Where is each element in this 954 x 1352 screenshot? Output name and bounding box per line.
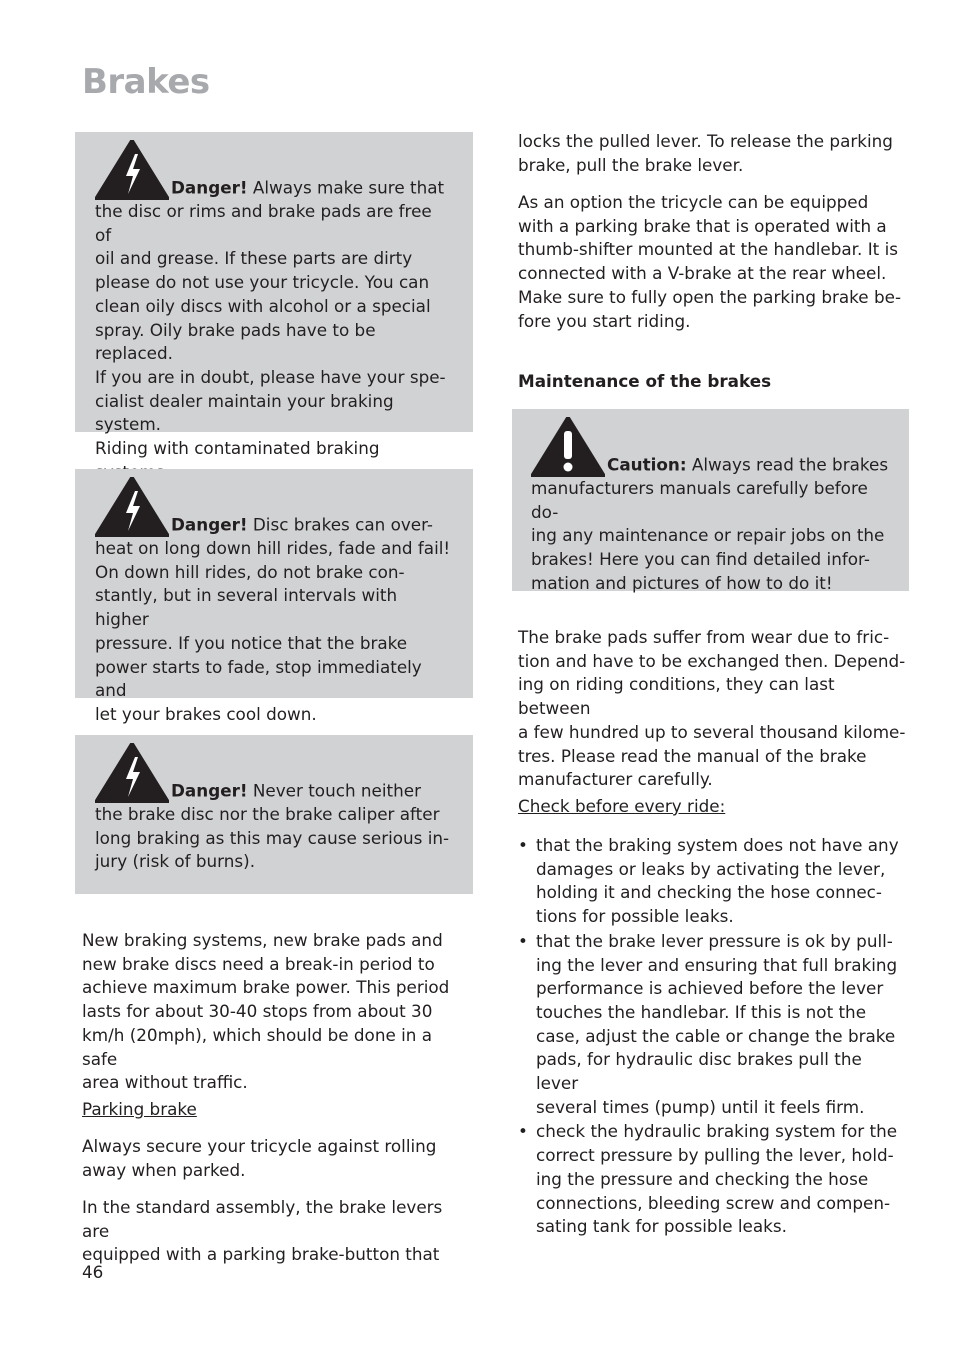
maintenance-heading: Maintenance of the brakes: [518, 371, 772, 391]
lightning-warning-icon: [95, 140, 169, 200]
list-item: • that the braking system does not have any damages or leaks by activating the lever, holding it and checking the hose connec- tions for possible leaks.: [518, 834, 908, 929]
parking-brake-heading: Parking brake: [82, 1099, 197, 1119]
list-item: • that the brake lever pressure is ok by pull- ing the lever and ensuring that full braking performance is achieved before the lever touches the handlebar. If this is not the case, adjust the cable or change the brake pads, for hydraulic disc brakes pull the lever several times (pump) until it feels firm.: [518, 930, 908, 1120]
parking-paragraph-2: In the standard assembly, the brake levers are equipped with a parking brake-button that: [82, 1197, 443, 1265]
danger-notice-oil: Danger! Always make sure that the disc or rims and brake pads are free of oil and grease. If these parts are dirty please do not use your tricycle. You can clean oily discs with alcohol or a special spray. Oily brake pads have to be replaced. If you are in doubt, please have your spe- cialist dealer maintain your braking system. Riding with contaminated braking: [75, 132, 473, 432]
danger-notice-burns: Danger! Never touch neither the brake disc nor the brake caliper after long braking as this may cause serious in- jury (risk of burns).: [75, 735, 473, 894]
list-item: • check the hydraulic braking system for the correct pressure by pulling the lever, hold- ing the pressure and checking the hose connections, bleeding screw and compen- sating tank for possible leaks.: [518, 1120, 908, 1239]
lightning-warning-icon: [95, 743, 169, 803]
parking-option-paragraph: As an option the tricycle can be equipped with a parking brake that is operated with a thumb-shifter mounted at the handlebar. It is connected with a V-brake at the rear wheel. Make sure to fully open the parking brake be- fore you start riding.: [518, 192, 901, 331]
break-in-paragraph: New braking systems, new brake pads and new brake discs need a break-in period to achieve maximum brake power. This period lasts for about 30-40 stops from about 30 km/h (20mph), which should be done in a safe area without traffic.: [82, 930, 450, 1093]
page-number: 46: [82, 1262, 104, 1282]
check-heading: Check before every ride:: [518, 796, 726, 816]
page-title: Brakes: [82, 62, 210, 102]
exclamation-warning-icon: [531, 417, 605, 477]
check-list: [518, 834, 908, 1239]
danger-notice-overheat: Danger! Disc brakes can over- heat on long down hill rides, fade and fail! On down hill rides, do not brake con- stantly, but in several intervals with higher pressure. If you notice that the brake power starts to fade, stop immediately and let your brakes cool down.: [75, 469, 473, 698]
caution-label: Caution:: [607, 454, 687, 475]
danger-label: Danger!: [171, 780, 248, 801]
parking-paragraph-1: Always secure your tricycle against rolling away when parked.: [82, 1136, 437, 1180]
danger-label: Danger!: [171, 514, 248, 535]
danger-label: Danger!: [171, 177, 248, 198]
lightning-warning-icon: [95, 477, 169, 537]
wear-paragraph: The brake pads suffer from wear due to fric- tion and have to be exchanged then. Depend- ing on riding conditions, they can last between a few hundred up to several thousand kilome- tres. Please read the manual of the brake manufacturer carefully.: [518, 627, 906, 790]
caution-notice: Caution: Always read the brakes manufacturers manuals carefully before do- ing any maintenance or repair jobs on the brakes! Here you can find detailed infor- mation and pictures of how to do it!: [512, 409, 909, 591]
parking-continued-paragraph: locks the pulled lever. To release the parking brake, pull the brake lever.: [518, 131, 893, 175]
